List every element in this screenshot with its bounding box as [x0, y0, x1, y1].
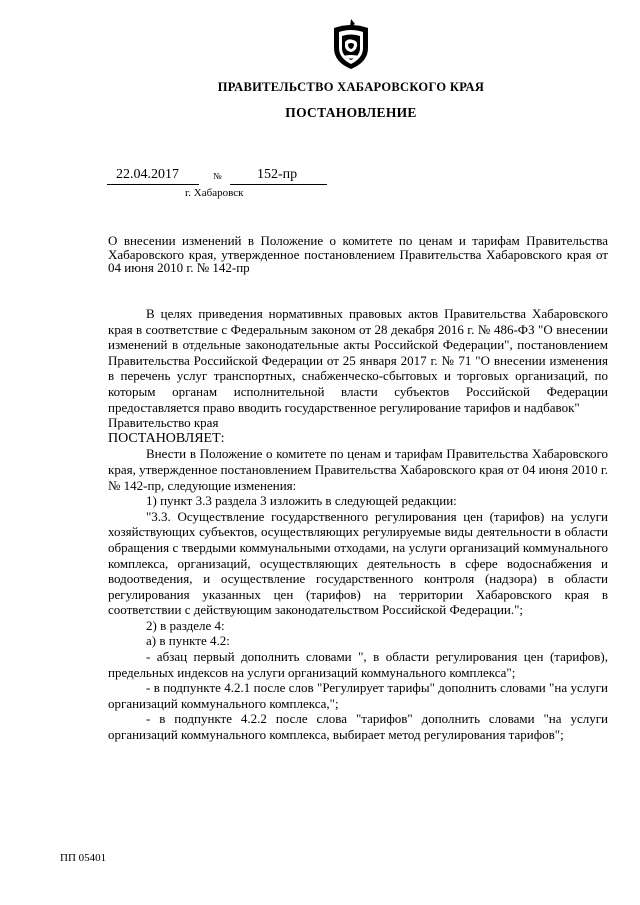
body-paragraph: Внести в Положение о комитете по ценам и тарифам Правительства Хабаровского края, утвержденное постановлением Правительства Хабаровского края от 04 июня 2010 г. № 142-пр, следующие изменения: — [108, 446, 608, 493]
coat-of-arms-icon — [329, 18, 373, 70]
body-paragraph: а) в пункте 4.2: — [146, 633, 230, 649]
footer-code: ПП 05401 — [60, 852, 107, 864]
document-number: 152-пр — [257, 167, 298, 182]
document-date: 22.04.2017 — [116, 167, 179, 182]
document-body — [108, 306, 608, 743]
document-city: г. Хабаровск — [185, 187, 244, 199]
document-type: ПОСТАНОВЛЕНИЕ — [285, 105, 417, 120]
issuer-line: Правительство края — [108, 415, 219, 431]
preamble-paragraph: В целях приведения нормативных правовых актов Правительства Хабаровского края в соответствие с Федеральным законом от 28 декабря 2016 г. № 486-ФЗ "О внесении изменений в отдельные законодательные акты Российской Федерации", постановлением Правительства Российской Федерации от 25 января 2017 г. № 71 "О внесении изменения в перечень услуг транспортных, снабженческо-сбытовых и торговых организаций, по которым органам исполнительной власти субъектов Российской Федерации предоставляется право вводить государственное регулирование тарифов и надбавок" — [108, 306, 608, 415]
document-subject: О внесении изменений в Положение о комитете по ценам и тарифам Правительства Хабаровского края, утвержденное постановлением Правительства Хабаровского края от 04 июня 2010 г. № 142-пр — [108, 233, 608, 275]
decree-line: ПОСТАНОВЛЯЕТ: — [108, 430, 225, 446]
government-title: ПРАВИТЕЛЬСТВО ХАБАРОВСКОГО КРАЯ — [217, 80, 485, 94]
number-sign: № — [213, 171, 222, 181]
body-paragraph: - абзац первый дополнить словами ", в области регулирования цен (тарифов), предельных индексов на услуги организаций коммунального комплекса"; — [108, 649, 608, 680]
body-paragraph: - в подпункте 4.2.1 после слов "Регулирует тарифы" дополнить словами "на услуги организаций коммунального комплекса,"; — [108, 680, 608, 711]
body-paragraph: 1) пункт 3.3 раздела 3 изложить в следующей редакции: — [146, 493, 457, 509]
body-paragraph: - в подпункте 4.2.2 после слова "тарифов" дополнить словами "на услуги организаций коммунального комплекса, выбирает метод регулирования тарифов"; — [108, 711, 608, 743]
body-paragraph: 2) в разделе 4: — [146, 617, 225, 633]
body-paragraph: "3.3. Осуществление государственного регулирования цен (тарифов) на услуги хозяйствующих субъектов, осуществляющих регулируемые виды деятельности в области обращения с твердыми коммунальными отходами, на услуги организаций коммунального комплекса, организаций, осуществляющих деятельность в сфере водоснабжения и водоотведения, и осуществление государственного контроля (надзора) в области регулирования указанных цен (тарифов) на территории Хабаровского края в соответствии с действующим законодательством Российской Федерации."; — [108, 508, 608, 618]
